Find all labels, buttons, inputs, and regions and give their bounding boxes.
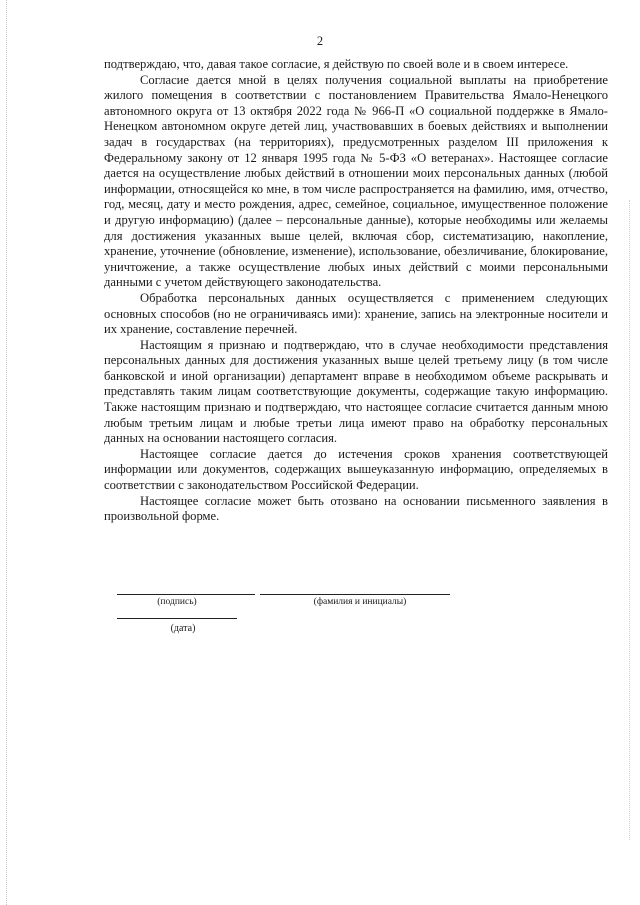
date-line[interactable] [117,618,237,619]
scan-edge-left [6,0,7,905]
signature-block [117,586,517,646]
signature-caption: (подпись) [157,597,197,607]
paragraph-consent-purpose: Согласие дается мной в целях получения социальной выплаты на приобретение жилого помещения в соответствии с постановлением Правительства Ямало-Ненецкого автономного округа от 13 октября 2022 года № 966-П «О социальной поддержке в Ямало-Ненецком автономном округе детей лиц, участвовавших в боевых действиях и выполнении задач в государствах (на территориях), предусмотренных разделом III приложения к Федеральному закону от 12 января 1995 года № 5-ФЗ «О ветеранах». Настоящее согласие дается на осуществление любых действий в отношении моих персональных данных (любой информации, относящейся ко мне, в том числе распространяется на фамилию, имя, отчество, год, месяц, дату и место рождения, адрес, семейное, социальное, имущественное положение и другую информацию) (далее – персональные данные), которые необходимы или желаемы для достижения указанных выше целей, включая сбор, систематизацию, накопление, хранение, уточнение (обновление, изменение), использование, обезличивание, блокирование, уничтожение, а также осуществление любых иных действий с моими персональными данными с учетом действующего законодательства. [104,72,608,290]
paragraph-third-parties: Настоящим я признаю и подтверждаю, что в случае необходимости представления персональных данных для достижения указанных выше целей третьему лицу (в том числе банковской и иной организации) департамент вправе в необходимом объеме раскрывать и представлять таким лицам соответствующие документы, содержащие такую информацию. Также настоящим признаю и подтверждаю, что настоящее согласие считается данным мною любым третьим лицам и любые третьи лица имеют право на обработку персональных данных на основании настоящего согласия. [104,337,608,446]
paragraph-processing-methods: Обработка персональных данных осуществляется с применением следующих основных способов (но не ограничиваясь ими): хранение, запись на электронные носители и их хранение, составление перечней. [104,290,608,337]
name-line[interactable] [260,594,450,595]
paragraph-validity-term: Настоящее согласие дается до истечения сроков хранения соответствующей информации или документов, содержащих вышеуказанную информацию, определяемых в соответствии с законодательством Российской Федерации. [104,446,608,493]
signature-line[interactable] [117,594,255,595]
date-caption: (дата) [170,623,196,634]
page-number: 2 [316,34,324,48]
document-body [104,57,608,525]
paragraph-continuation: подтверждаю, что, давая такое согласие, я действую по своей воле и в своем интересе. [104,57,569,71]
scan-edge-right [629,200,630,840]
name-caption: (фамилия и инициалы) [313,597,407,607]
paragraph-revocation: Настоящее согласие может быть отозвано на основании письменного заявления в произвольной форме. [104,493,608,524]
